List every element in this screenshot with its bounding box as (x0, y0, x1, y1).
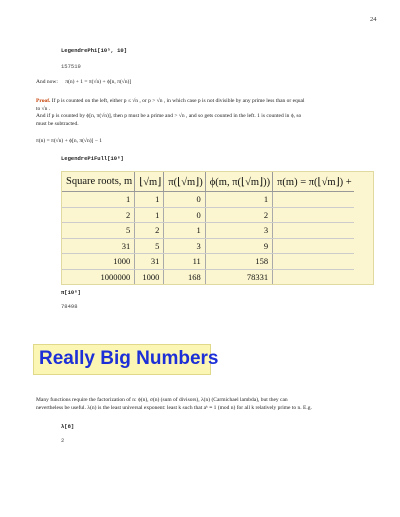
proof-line-1-text: If p is counted on the left, either p ≤ √n , or p > √n , in which case p is not divisible by any prime less than or equal (51, 98, 305, 104)
input-cell-carmichael[interactable]: λ[8] (61, 423, 75, 430)
table-cell: 31 (135, 254, 164, 270)
table-cell (273, 207, 354, 223)
table-cell: 1 (164, 223, 205, 239)
table-row (62, 223, 354, 239)
header-pi-floor-sqrt: π(⌊√m⌋) (164, 172, 205, 192)
table-cell: 5 (135, 238, 164, 254)
proof-line-1 (36, 98, 376, 106)
table-cell: 168 (164, 269, 205, 285)
table-header-row (62, 172, 354, 192)
table-cell (273, 223, 354, 239)
table-row (62, 269, 354, 285)
header-floor-sqrt: ⌊√m⌋ (135, 172, 164, 192)
proof-line-4: must be subtracted. (36, 120, 79, 127)
table-cell: 2 (135, 223, 164, 239)
results-table (62, 172, 354, 285)
pi-formula: π(n) = π(√n) + ϕ[n, π(√n)] − 1 (36, 138, 102, 144)
table-cell: 3 (164, 238, 205, 254)
table-cell: 1 (135, 192, 164, 208)
proof-paragraph (36, 98, 376, 128)
header-phi: ϕ(m, π(⌊√m⌋)) (205, 172, 272, 192)
table-row (62, 192, 354, 208)
table-cell: 0 (164, 207, 205, 223)
table-cell: 1000 (135, 269, 164, 285)
and-now-line (36, 79, 131, 87)
and-now-text: And now: (36, 79, 58, 85)
table-cell (273, 238, 354, 254)
table-cell: 1000 (62, 254, 135, 270)
and-now-formula: π(n) + 1 = π(√n) + ϕ[n, π(√n)] (65, 79, 132, 85)
input-cell-prime-pi[interactable]: π[10⁶] (61, 289, 81, 296)
header-pi-m: π(m) = π(⌊√m⌋) + (273, 172, 354, 192)
output-cell-carmichael: 2 (61, 437, 65, 444)
results-table-frame (61, 171, 374, 285)
table-cell: 5 (62, 223, 135, 239)
functions-paragraph (36, 397, 381, 412)
table-cell: 3 (205, 223, 272, 239)
table-cell: 1 (205, 192, 272, 208)
header-square-roots: Square roots, m (62, 172, 135, 192)
table-cell: 31 (62, 238, 135, 254)
proof-label: Proof. (36, 98, 51, 104)
table-cell: 2 (62, 207, 135, 223)
table-row (62, 207, 354, 223)
page-number: 24 (370, 16, 377, 23)
table-cell: 11 (164, 254, 205, 270)
paragraph-line-1: Many functions require the factorization of n: ϕ(n), σ(n) (sum of divisors), λ(n) (Carmichael lambda), but they can (36, 397, 288, 403)
input-cell-legendre-phi[interactable]: LegendrePhi[10⁵, 10] (61, 47, 128, 54)
table-cell (273, 192, 354, 208)
output-cell-legendre-phi: 157519 (61, 63, 81, 70)
output-cell-prime-pi: 78498 (61, 303, 78, 310)
paragraph-line-2: nevertheless be useful. λ(n) is the least universal exponent: least k such that aᵏ ≡ 1 (mod n) for all k relatively prime to n. E.g. (36, 404, 312, 411)
table-cell: 158 (205, 254, 272, 270)
table-cell: 1 (135, 207, 164, 223)
table-row (62, 254, 354, 270)
section-title-banner (33, 344, 219, 375)
table-cell (273, 254, 354, 270)
table-cell: 1 (62, 192, 135, 208)
input-cell-legendre-pi-full[interactable]: LegendrePiFull[10⁶] (61, 155, 124, 162)
table-row (62, 238, 354, 254)
table-cell (273, 269, 354, 285)
table-cell: 9 (205, 238, 272, 254)
proof-line-3: And if p is counted by ϕ[n, π(√n)], then p must be a prime and > √n , and so gets counted in the left. 1 is counted in ϕ, so (36, 113, 302, 119)
table-cell: 78331 (205, 269, 272, 285)
table-cell: 2 (205, 207, 272, 223)
proof-line-2: to √n . (36, 105, 51, 112)
section-title: Really Big Numbers (39, 348, 219, 369)
table-cell: 0 (164, 192, 205, 208)
table-cell: 1000000 (62, 269, 135, 285)
